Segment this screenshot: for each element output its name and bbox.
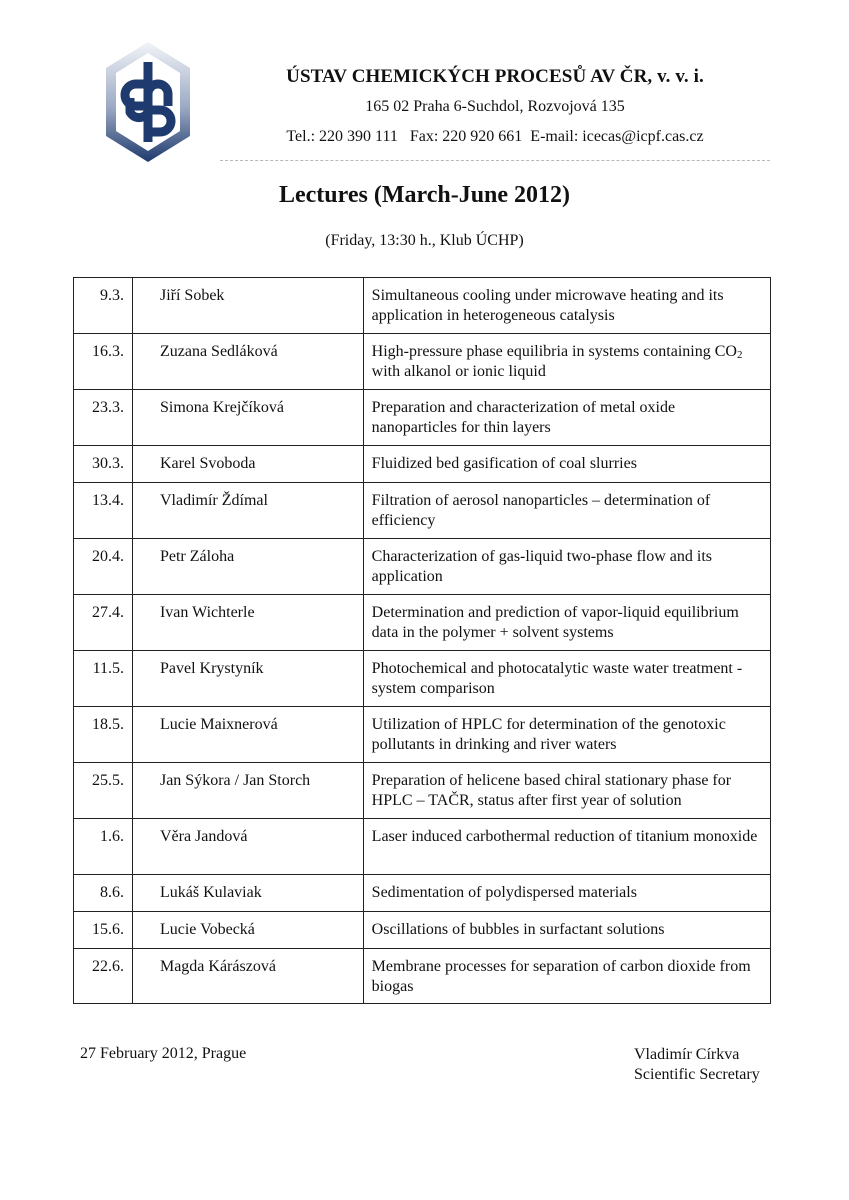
lecture-speaker: Zuzana Sedláková xyxy=(132,334,363,390)
lecture-title: Determination and prediction of vapor-liquid equilibrium data in the polymer + solvent systems xyxy=(363,595,770,651)
lecture-speaker: Pavel Krystyník xyxy=(132,651,363,707)
lecture-date: 25.5. xyxy=(74,763,133,819)
lecture-title: Membrane processes for separation of carbon dioxide from biogas xyxy=(363,949,770,1004)
lecture-title-text: High-pressure phase equilibria in systems containing xyxy=(371,343,715,360)
lecture-date: 30.3. xyxy=(74,446,133,483)
signature-block xyxy=(634,1045,760,1085)
chemical-formula: CO xyxy=(714,343,737,360)
lecture-title: Photochemical and photocatalytic waste water treatment - system comparison xyxy=(363,651,770,707)
organization-contact: Tel.: 220 390 111 Fax: 220 920 661 E-mail: icecas@icpf.cas.cz xyxy=(286,128,704,145)
lecture-title: Filtration of aerosol nanoparticles – determination of efficiency xyxy=(363,483,770,539)
lecture-title xyxy=(363,334,770,390)
lecture-title: Laser induced carbothermal reduction of titanium monoxide xyxy=(363,819,770,875)
page-title: Lectures (March-June 2012) xyxy=(278,182,571,208)
lecture-date: 20.4. xyxy=(74,539,133,595)
document-date-place: 27 February 2012, Prague xyxy=(80,1045,247,1062)
lecture-title: Utilization of HPLC for determination of the genotoxic pollutants in drinking and river waters xyxy=(363,707,770,763)
lecture-date: 15.6. xyxy=(74,912,133,949)
lecture-title: Sedimentation of polydispersed materials xyxy=(363,875,770,912)
lecture-speaker: Jan Sýkora / Jan Storch xyxy=(132,763,363,819)
table-row xyxy=(74,707,771,763)
table-row xyxy=(74,875,771,912)
header-divider xyxy=(220,160,770,161)
lecture-date: 13.4. xyxy=(74,483,133,539)
lecture-title: Characterization of gas-liquid two-phase flow and its application xyxy=(363,539,770,595)
lecture-speaker: Lukáš Kulaviak xyxy=(132,875,363,912)
lecture-date: 8.6. xyxy=(74,875,133,912)
lecture-title-text: with alkanol or ionic liquid xyxy=(371,363,546,380)
lecture-date: 18.5. xyxy=(74,707,133,763)
table-row xyxy=(74,651,771,707)
lecture-date: 11.5. xyxy=(74,651,133,707)
lecture-speaker: Lucie Maixnerová xyxy=(132,707,363,763)
organization-name: ÚSTAV CHEMICKÝCH PROCESŮ AV ČR, v. v. i. xyxy=(286,66,704,87)
lecture-date: 16.3. xyxy=(74,334,133,390)
table-row xyxy=(74,539,771,595)
signatory-name: Vladimír Církva xyxy=(634,1046,740,1063)
page-subtitle: (Friday, 13:30 h., Klub ÚCHP) xyxy=(325,232,524,249)
lecture-speaker: Ivan Wichterle xyxy=(132,595,363,651)
lecture-speaker: Lucie Vobecká xyxy=(132,912,363,949)
lecture-speaker: Vladimír Ždímal xyxy=(132,483,363,539)
lecture-speaker: Karel Svoboda xyxy=(132,446,363,483)
lecture-title: Fluidized bed gasification of coal slurries xyxy=(363,446,770,483)
table-row xyxy=(74,483,771,539)
organization-address: 165 02 Praha 6-Suchdol, Rozvojová 135 xyxy=(365,98,625,115)
lecture-date: 9.3. xyxy=(74,278,133,334)
table-row xyxy=(74,390,771,446)
table-row xyxy=(74,446,771,483)
lecture-title: Simultaneous cooling under microwave heating and its application in heterogeneous catalysis xyxy=(363,278,770,334)
lecture-speaker: Simona Krejčíková xyxy=(132,390,363,446)
lecture-speaker: Petr Záloha xyxy=(132,539,363,595)
institute-logo xyxy=(104,40,192,164)
uchp-logo-icon xyxy=(104,40,192,164)
table-row xyxy=(74,912,771,949)
signatory-role: Scientific Secretary xyxy=(634,1066,760,1083)
table-row xyxy=(74,763,771,819)
chemical-subscript: 2 xyxy=(736,349,743,361)
lecture-date: 22.6. xyxy=(74,949,133,1004)
table-row xyxy=(74,278,771,334)
lecture-speaker: Věra Jandová xyxy=(132,819,363,875)
lecture-date: 23.3. xyxy=(74,390,133,446)
table-row xyxy=(74,949,771,1004)
lecture-date: 27.4. xyxy=(74,595,133,651)
table-row xyxy=(74,595,771,651)
lecture-date: 1.6. xyxy=(74,819,133,875)
table-row xyxy=(74,819,771,875)
lecture-title: Preparation of helicene based chiral stationary phase for HPLC – TAČR, status after first year of solution xyxy=(363,763,770,819)
lecture-schedule-table xyxy=(73,277,771,1004)
table-row xyxy=(74,334,771,390)
lecture-title: Preparation and characterization of metal oxide nanoparticles for thin layers xyxy=(363,390,770,446)
lecture-title: Oscillations of bubbles in surfactant solutions xyxy=(363,912,770,949)
lecture-speaker: Jiří Sobek xyxy=(132,278,363,334)
lecture-speaker: Magda Kárászová xyxy=(132,949,363,1004)
